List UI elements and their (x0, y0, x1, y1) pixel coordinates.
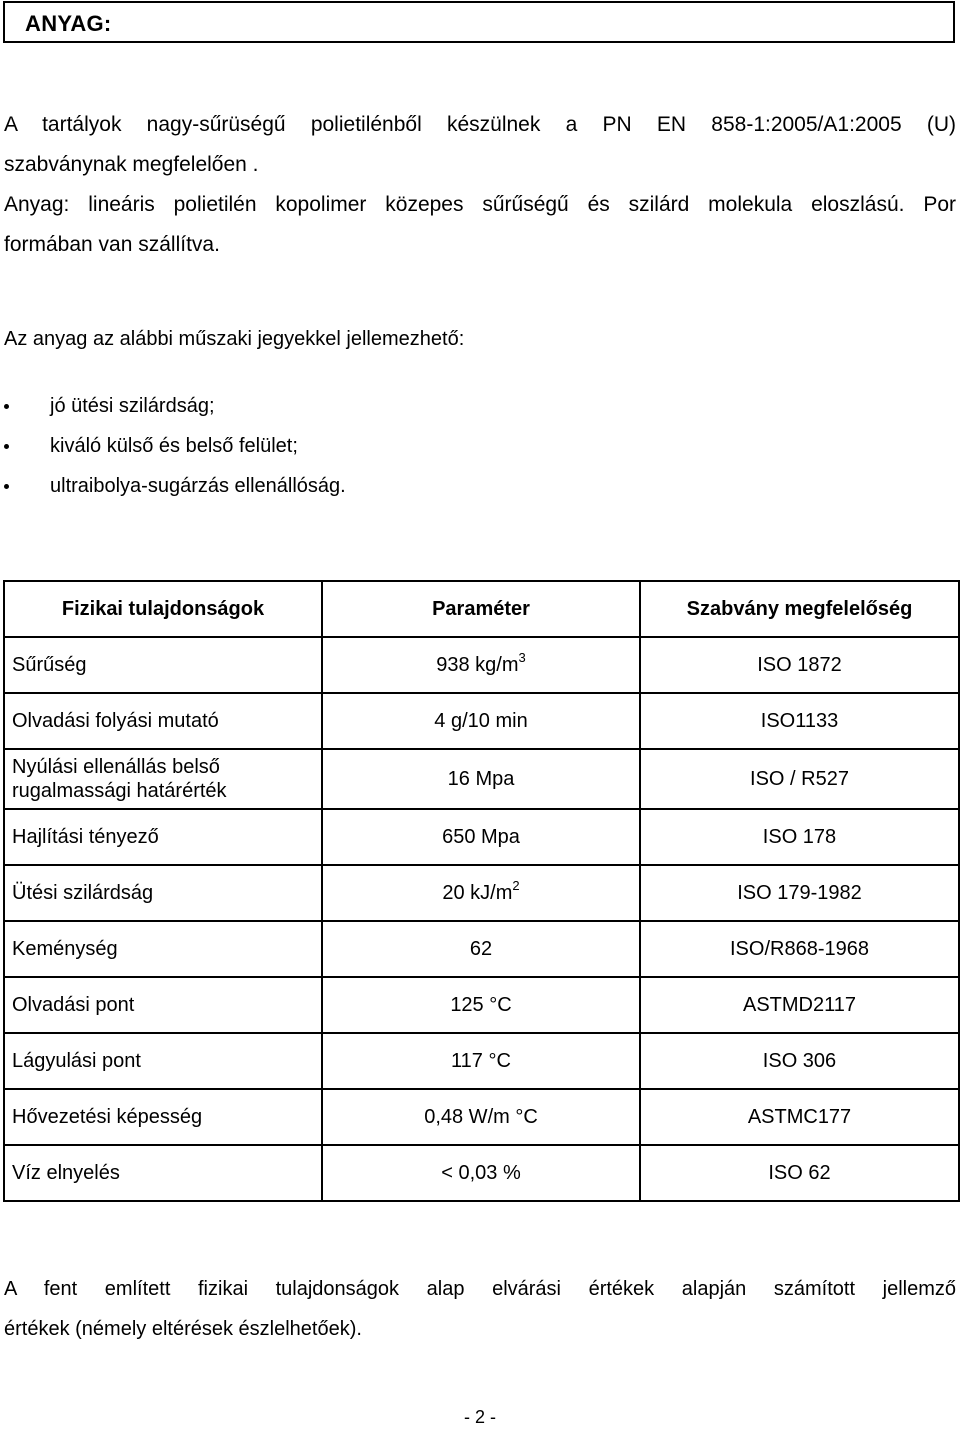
parameter-cell: 125 °C (322, 977, 640, 1033)
property-cell: Lágyulási pont (4, 1033, 322, 1089)
header-standard: Szabvány megfelelőség (640, 581, 959, 637)
feature-item-label: jó ütési szilárdság; (50, 395, 215, 417)
standard-cell: ISO 62 (640, 1145, 959, 1201)
property-cell: Ütési szilárdság (4, 865, 322, 921)
intro-line-2: szabványnak megfelelően . (4, 153, 259, 176)
intro-line-3: Anyag: lineáris polietilén kopolimer közepes sűrűségű és szilárd molekula eloszlású. Por (4, 193, 956, 216)
parameter-cell: 650 Mpa (322, 809, 640, 865)
property-cell: Hővezetési képesség (4, 1089, 322, 1145)
property-line-1: Nyúlási ellenállás belső (12, 756, 220, 778)
bullet-icon (4, 484, 9, 489)
section-heading: ANYAG: (25, 11, 112, 36)
standard-cell: ASTMC177 (640, 1089, 959, 1145)
section-heading-box (3, 1, 955, 43)
intro-line-1: A tartályok nagy-sűrüségű polietilénből készülnek a PN EN 858-1:2005/A1:2005 (U) (4, 113, 956, 136)
parameter-cell: 62 (322, 921, 640, 977)
intro-line-4: formában van szállítva. (4, 233, 220, 256)
property-cell: Hajlítási tényező (4, 809, 322, 865)
table-row (4, 1145, 959, 1201)
parameter-cell: 16 Mpa (322, 749, 640, 809)
feature-list (4, 386, 904, 506)
table-header-row (4, 581, 959, 637)
parameter-exponent: 3 (518, 649, 526, 665)
feature-item-label: ultraibolya-sugárzás ellenállóság. (50, 475, 346, 497)
table-row (4, 809, 959, 865)
parameter-cell: 117 °C (322, 1033, 640, 1089)
parameter-value: 938 kg/m (436, 653, 519, 676)
feature-item (4, 386, 904, 426)
property-cell (4, 749, 322, 809)
table-row (4, 977, 959, 1033)
closing-line-1: A fent említett fizikai tulajdonságok alap elvárási értékek alapján számított jellemző (4, 1278, 956, 1300)
bullet-icon (4, 404, 9, 409)
table-row (4, 749, 959, 809)
table-row (4, 1089, 959, 1145)
property-cell: Olvadási folyási mutató (4, 693, 322, 749)
standard-cell: ISO 1872 (640, 637, 959, 693)
bullet-icon (4, 444, 9, 449)
feature-item (4, 466, 904, 506)
standard-cell: ISO 179-1982 (640, 865, 959, 921)
property-cell: Keménység (4, 921, 322, 977)
property-cell: Sűrűség (4, 637, 322, 693)
parameter-cell (322, 865, 640, 921)
parameter-cell: 4 g/10 min (322, 693, 640, 749)
standard-cell: ISO 178 (640, 809, 959, 865)
standard-cell: ISO1133 (640, 693, 959, 749)
standard-cell: ASTMD2117 (640, 977, 959, 1033)
standard-cell: ISO/R868-1968 (640, 921, 959, 977)
header-property: Fizikai tulajdonságok (4, 581, 322, 637)
table-row (4, 921, 959, 977)
parameter-cell (322, 637, 640, 693)
property-line-2: rugalmassági határérték (12, 780, 227, 802)
closing-line-2: értékek (némely eltérések észlelhetőek). (4, 1318, 362, 1340)
header-parameter: Paraméter (322, 581, 640, 637)
feature-item-label: kiváló külső és belső felület; (50, 435, 298, 457)
features-lead: Az anyag az alábbi műszaki jegyekkel jellemezhető: (4, 328, 465, 350)
standard-cell: ISO / R527 (640, 749, 959, 809)
table-row (4, 1033, 959, 1089)
property-cell: Víz elnyelés (4, 1145, 322, 1201)
table-row (4, 865, 959, 921)
properties-table (3, 580, 960, 1202)
property-cell: Olvadási pont (4, 977, 322, 1033)
parameter-cell: < 0,03 % (322, 1145, 640, 1201)
table-row (4, 637, 959, 693)
parameter-value: 20 kJ/m (442, 881, 513, 904)
standard-cell: ISO 306 (640, 1033, 959, 1089)
table-row (4, 693, 959, 749)
feature-item (4, 426, 904, 466)
parameter-cell: 0,48 W/m °C (322, 1089, 640, 1145)
page-number: - 2 - (463, 1407, 496, 1427)
parameter-exponent: 2 (512, 877, 520, 893)
